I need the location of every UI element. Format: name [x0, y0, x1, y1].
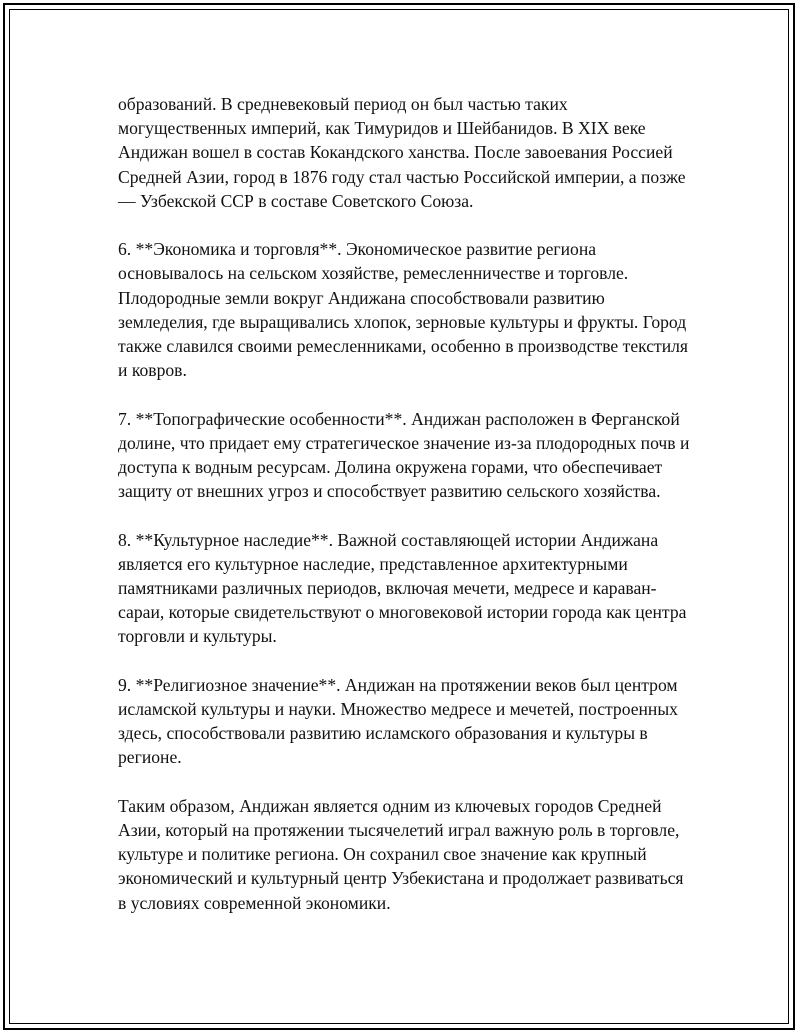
paragraph-conclusion: Таким образом, Андижан является одним из ключевых городов Средней Азии, который на протяжении тысячелетий играл важную роль в торговле, культуре и политике региона. Он сохранил свое значение как крупный экономический и культурный центр Узбекистана и продолжает развиваться в условиях современной экономики.	[118, 795, 684, 913]
document-body	[118, 92, 693, 939]
paragraph-economy-trade: 6. **Экономика и торговля**. Экономическое развитие региона основывалось на сельском хозяйстве, ремесленничестве и торговле. Плодородные земли вокруг Андижана способствовали развитию земледелия, где выращивались хлопок, зерновые культуры и фрукты. Город также славился своими ремесленниками, особенно в производстве текстиля и ковров.	[118, 239, 689, 381]
paragraph-cultural-heritage: 8. **Культурное наследие**. Важной составляющей истории Андижана является его культурное наследие, представленное архитектурными памятниками различных периодов, включая мечети, медресе и караван-сараи, которые свидетельствуют о многовековой истории города как центра торговли и культуры.	[118, 529, 687, 647]
paragraph-religious-significance: 9. **Религиозное значение**. Андижан на протяжении веков был центром исламской культуры и науки. Множество медресе и мечетей, построенных здесь, способствовали развитию исламского образования и культуры в регионе.	[118, 674, 678, 768]
paragraph-history-continuation: образований. В средневековый период он был частью таких могущественных империй, как Тимуридов и Шейбанидов. В XIX веке Андижан вошел в состав Кокандского ханства. После завоевания Россией Средней Азии, город в 1876 году стал частью Российской империи, а позже — Узбекской ССР в составе Советского Союза.	[118, 94, 686, 211]
paragraph-topography: 7. **Топографические особенности**. Андижан расположен в Ферганской долине, что придает ему стратегическое значение из-за плодородных почв и доступа к водным ресурсам. Долина окружена горами, что обеспечивает защиту от внешних угроз и способствует развитию сельского хозяйства.	[118, 408, 690, 502]
